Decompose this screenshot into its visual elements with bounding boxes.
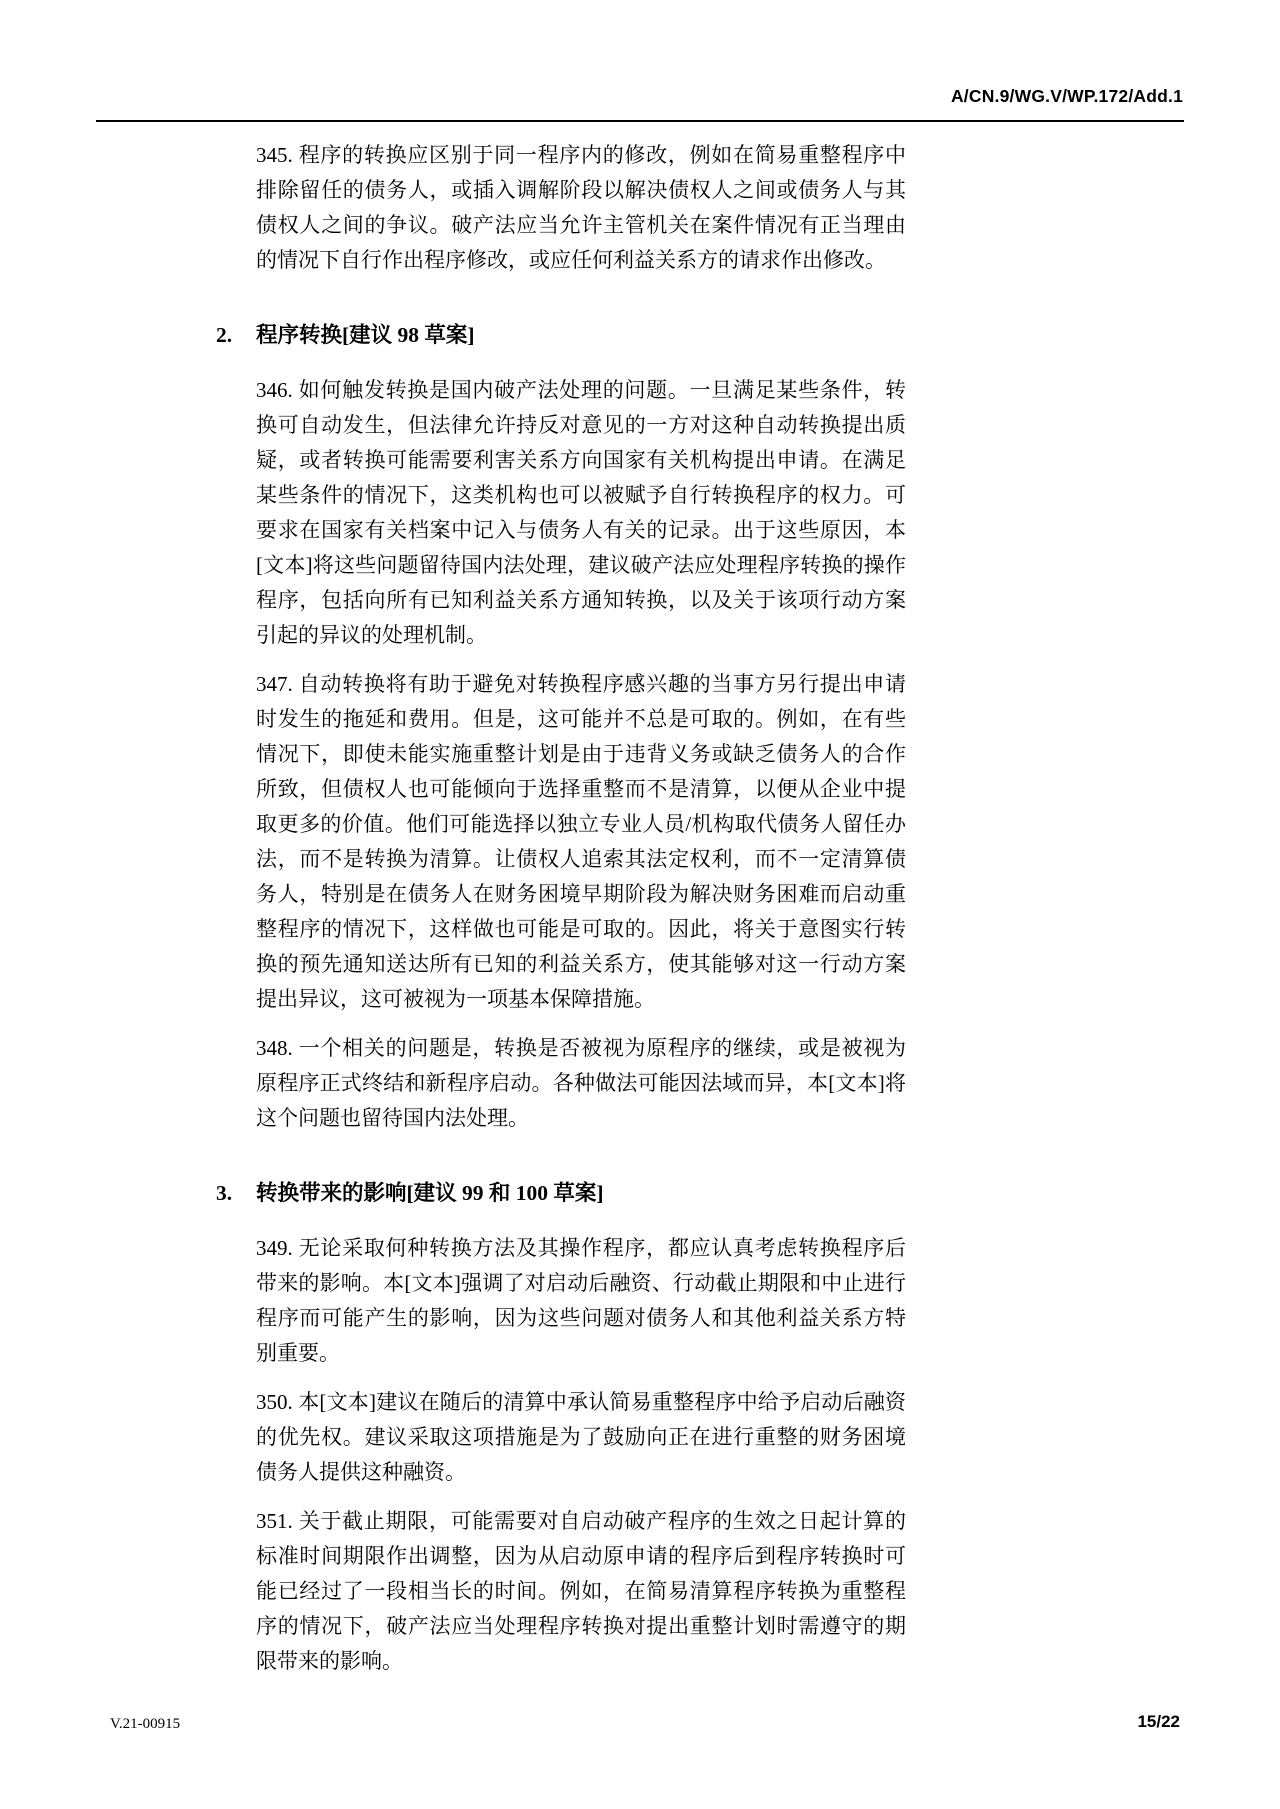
section-heading-2-number: 2. — [216, 323, 233, 347]
section-heading-2-title: 程序转换[建议 98 草案] — [256, 323, 475, 347]
section-heading-2 — [216, 318, 906, 353]
paragraph-351: 351. 关于截止期限，可能需要对自启动破产程序的生效之日起计算的标准时间期限作出调整，因为从启动原申请的程序后到程序转换时可能已经过了一段相当长的时间。例如，在简易清算程序转换为重整程序的情况下，破产法应当处理程序转换对提出重整计划时需遵守的期限带来的影响。 — [256, 1509, 906, 1673]
paragraph-348: 348. 一个相关的问题是，转换是否被视为原程序的继续，或是被视为原程序正式终结和新程序启动。各种做法可能因法域而异，本[文本]将这个问题也留待国内法处理。 — [256, 1036, 906, 1130]
paragraph-350: 350. 本[文本]建议在随后的清算中承认简易重整程序中给予启动后融资的优先权。建议采取这项措施是为了鼓励向正在进行重整的财务困境债务人提供这种融资。 — [256, 1390, 906, 1484]
paragraph-346: 346. 如何触发转换是国内破产法处理的问题。一旦满足某些条件，转换可自动发生，但法律允许持反对意见的一方对这种自动转换提出质疑，或者转换可能需要利害关系方向国家有关机构提出申请。在满足某些条件的情况下，这类机构也可以被赋予自行转换程序的权力。可要求在国家有关档案中记入与债务人有关的记录。出于这些原因，本[文本]将这些问题留待国内法处理，建议破产法应处理程序转换的操作程序，包括向所有已知利益关系方通知转换，以及关于该项行动方案引起的异议的处理机制。 — [256, 378, 906, 647]
paragraph-347: 347. 自动转换将有助于避免对转换程序感兴趣的当事方另行提出申请时发生的拖延和费用。但是，这可能并不总是可取的。例如，在有些情况下，即使未能实施重整计划是由于违背义务或缺乏债务人的合作所致，但债权人也可能倾向于选择重整而不是清算，以便从企业中提取更多的价值。他们可能选择以独立专业人员/机构取代债务人留任办法，而不是转换为清算。让债权人追索其法定权利，而不一定清算债务人，特别是在债务人在财务困境早期阶段为解决财务困难而启动重整程序的情况下，这样做也可能是可取的。因此，将关于意图实行转换的预先通知送达所有已知的利益关系方，使其能够对这一行动方案提出异议，这可被视为一项基本保障措施。 — [256, 672, 906, 1011]
section-heading-3 — [216, 1176, 906, 1211]
footer-job-number: V.21-00915 — [110, 1716, 181, 1732]
section-heading-3-number: 3. — [216, 1181, 233, 1205]
paragraph-345: 345. 程序的转换应区别于同一程序内的修改，例如在简易重整程序中排除留任的债务人，或插入调解阶段以解决债权人之间或债务人与其债权人之间的争议。破产法应当允许主管机关在案件情况有正当理由的情况下自行作出程序修改，或应任何利益关系方的请求作出修改。 — [256, 143, 906, 272]
paragraph-349: 349. 无论采取何种转换方法及其操作程序，都应认真考虑转换程序后带来的影响。本[文本]强调了对启动后融资、行动截止期限和中止进行程序而可能产生的影响，因为这些问题对债务人和其他利益关系方特别重要。 — [256, 1236, 906, 1365]
document-body — [216, 138, 906, 1679]
header-rule — [96, 120, 1184, 122]
document-symbol: A/CN.9/WG.V/WP.172/Add.1 — [950, 86, 1183, 106]
footer-page-number: 15/22 — [1137, 1712, 1180, 1731]
section-heading-3-title: 转换带来的影响[建议 99 和 100 草案] — [256, 1181, 604, 1205]
